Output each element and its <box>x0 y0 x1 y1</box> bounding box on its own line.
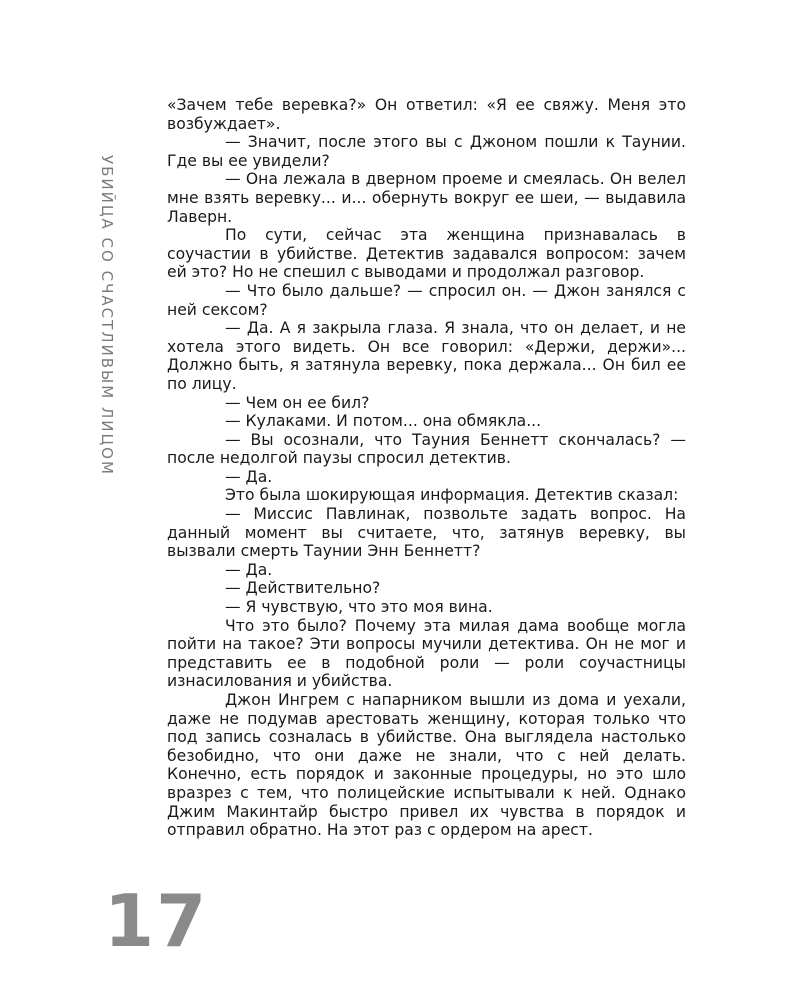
paragraph: — Значит, после этого вы с Джоном пошли к Таунии. Где вы ее увидели? <box>167 133 686 170</box>
paragraph: — Да. А я закрыла глаза. Я знала, что он делает, и не хотела этого видеть. Он все говорил: «Держи, держи»... Должно быть, я затянула веревку, пока держала... Он бил ее по лицу. <box>167 319 686 393</box>
paragraph: — Да. <box>225 467 273 486</box>
paragraph: — Да. <box>225 560 273 579</box>
page-number: 17 <box>104 879 209 963</box>
running-title: УБИЙЦА СО СЧАСТЛИВЫМ ЛИЦОМ <box>98 155 116 476</box>
paragraph: — Действительно? <box>225 579 381 598</box>
paragraph: Это была шокирующая информация. Детектив сказал: <box>225 486 679 505</box>
paragraph: — Чем он ее бил? <box>225 393 370 412</box>
paragraph: — Я чувствую, что это моя вина. <box>225 598 493 617</box>
body-text <box>167 96 686 840</box>
paragraph: «Зачем тебе веревка?» Он ответил: «Я ее свяжу. Меня это возбуждает». <box>167 96 686 133</box>
paragraph: — Кулаками. И потом... она обмякла... <box>225 412 542 431</box>
paragraph: Джон Ингрем с напарником вышли из дома и уехали, даже не подумав арестовать женщину, которая только что под запись созналась в убийстве. Она выглядела настолько безобидно, что они даже не знали, что с ней делать. Конечно, есть порядок и законные процедуры, но это шло вразрез с тем, что полицейские испытывали к ней. Однако Джим Макинтайр быстро привел их чувства в порядок и отправил обратно. На этот раз с ордером на арест. <box>167 691 686 840</box>
paragraph: Что это было? Почему эта милая дама вообще могла пойти на такое? Эти вопросы мучили детектива. Он не мог и представить ее в подобной роли — роли соучастницы изнасилования и убийства. <box>167 616 686 691</box>
paragraph: По сути, сейчас эта женщина признавалась в соучастии в убийстве. Детектив задавался вопросом: зачем ей это? Но не спешил с выводами и продолжал разговор. <box>167 226 686 282</box>
paragraph: — Миссис Павлинак, позвольте задать вопрос. На данный момент вы считаете, что, затянув веревку, вы вызвали смерть Таунии Энн Беннетт? <box>167 505 686 561</box>
paragraph: — Она лежала в дверном проеме и смеялась. Он велел мне взять веревку... и... обернуть вокруг ее шеи, — выдавила Лаверн. <box>167 170 686 226</box>
paragraph: — Вы осознали, что Тауния Беннетт скончалась? — после недолгой паузы спросил детектив. <box>167 430 686 468</box>
paragraph: — Что было дальше? — спросил он. — Джон занялся с ней сексом? <box>167 281 686 319</box>
